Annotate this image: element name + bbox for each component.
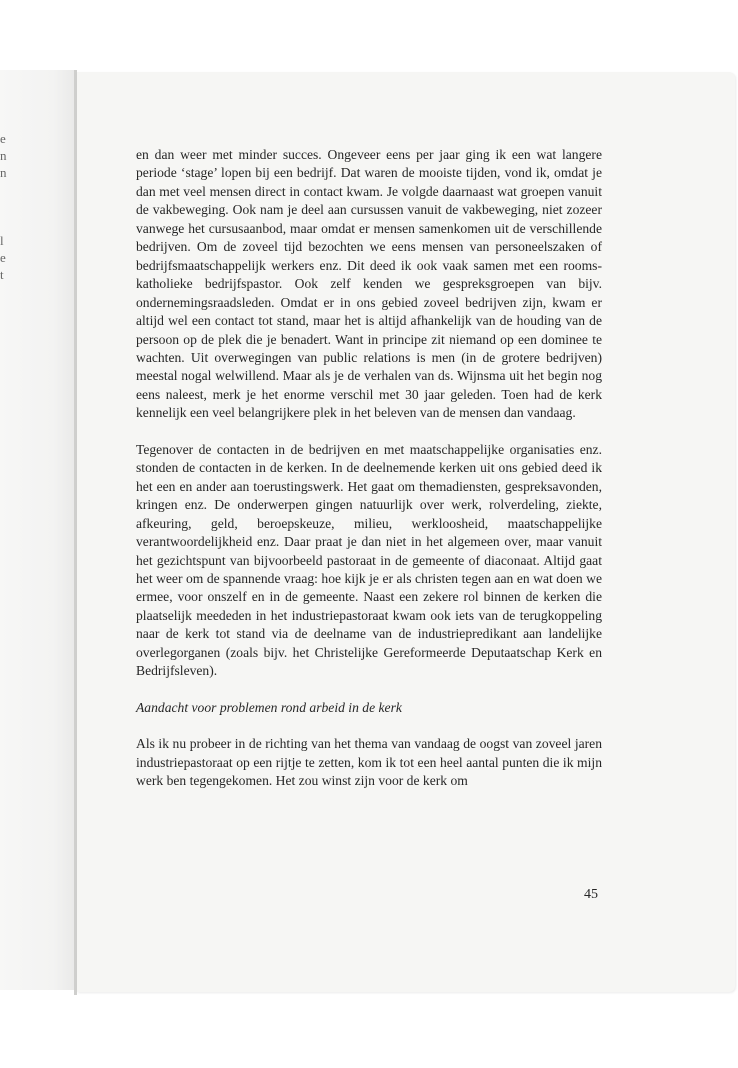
page-number: 45 xyxy=(584,887,598,902)
paragraph-3: Als ik nu probeer in de richting van het thema van vandaag de oogst van zoveel jaren industriepastoraat op een rijtje te zetten, kom ik tot een heel aantal punten die ik mijn werk ben tegengekomen. Het zou winst zijn voor de kerk om xyxy=(136,736,602,789)
body-text xyxy=(136,146,602,791)
paragraph-spacer xyxy=(136,681,602,699)
paragraph-spacer xyxy=(136,423,602,441)
paragraph-spacer xyxy=(136,717,602,735)
paragraph-2: Tegenover de contacten in de bedrijven en met maatschappelijke organisaties enz. stonden de contacten in de kerken. In de deelnemende kerken uit ons gebied deed ik het een en ander aan toerustingswerk. Het gaat om themadiensten, gespreksavonden, kringen enz. De onderwerpen gingen natuurlijk over werk, rolverdeling, ziekte, afkeuring, geld, beroepskeuze, milieu, werkloosheid, maatschappelijke verantwoordelijkheid enz. Daar praat je dan niet in het algemeen over, maar vanuit het gezichtspunt van bijvoorbeeld pastoraat in de gemeente of diaconaat. Altijd gaat het weer om de spannende vraag: hoe kijk je er als christen tegen aan en wat doen we ermee, voor onszelf en in de gemeente. Naast een zekere rol binnen de kerken die plaatselijk meededen in het industriepastoraat kwam ook iets van de terugkoppeling naar de kerk tot stand via de deelname van de industriepredikant aan landelijke overlegorganen (zoals bijv. het Christelijke Gereformeerde Deputaatschap Kerk en Bedrijfsleven). xyxy=(136,441,602,679)
previous-page-text-fragments: e n n l e t xyxy=(0,131,7,282)
section-heading: Aandacht voor problemen rond arbeid in de kerk xyxy=(136,699,402,715)
paragraph-1: en dan weer met minder succes. Ongeveer eens per jaar ging ik een wat langere periode ‘stage’ lopen bij een bedrijf. Dat waren de mooiste tijden, vond ik, omdat je dan met veel mensen direct in contact kwam. Je volgde daarnaast wat groepen vanuit de vakbeweging. Ook nam je deel aan cursussen vanuit de vakbeweging, niet zozeer vanwege het cursusaanbod, maar omdat er mensen samenkomen uit de verschillende bedrijven. Om de zoveel tijd bezochten we eens mensen van personeelszaken of bedrijfsmaatschappelijk werkers enz. Dit deed ik ook vaak samen met een rooms-katholieke bedrijfspastor. Ook zelf kenden we gespreksgroepen van bijv. ondernemingsraadsleden. Omdat er in ons gebied zoveel bedrijven zijn, kwam er altijd wel een contact tot stand, maar het is altijd afhankelijk van de houding van de persoon op de plek die je benadert. Want in principe zit niemand op een dominee te wachten. Uit overwegingen van public relations is men (in de grotere bedrijven) meestal nogal welwillend. Maar als je de verhalen van ds. Wijnsma uit het begin nog eens naleest, merk je het enorme verschil met 30 jaar geleden. Toen had de kerk kennelijk een veel belangrijkere plek in het beleven van de mensen dan vandaag. xyxy=(136,147,602,421)
previous-page-edge xyxy=(0,70,76,990)
book-page xyxy=(77,72,735,992)
